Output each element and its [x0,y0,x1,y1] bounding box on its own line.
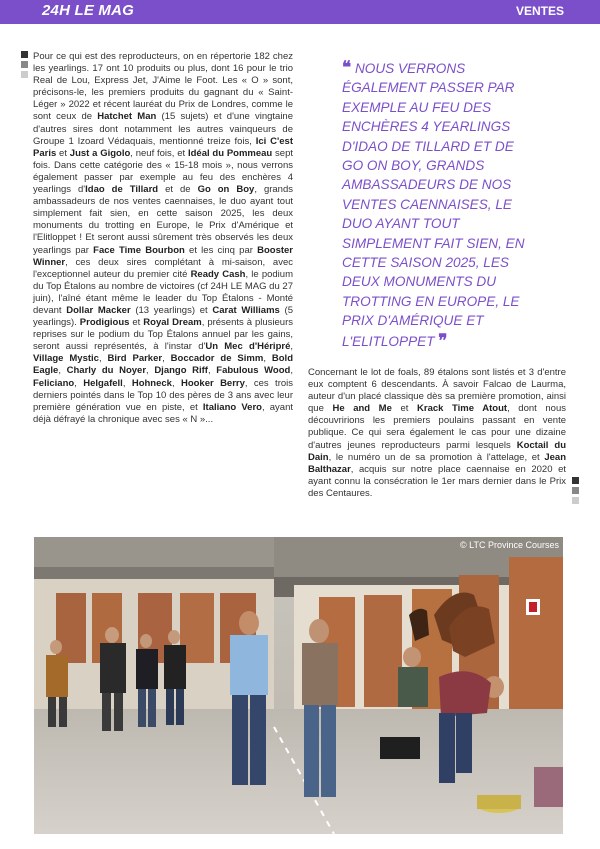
marker-square-light [572,497,579,504]
article-bold-name: Fabulous Wood [216,365,291,377]
article-bold-name: Bird Parker [107,353,163,365]
article-text-run: , ces trois derniers pointés dans le Top 10 des pères de 3 ans avec leur première génération vue en piste, et [33,377,293,413]
article-text-run: , neuf fois, et [130,147,188,159]
article-text-run: , le numéro un de sa promotion à l'attelage, et [328,451,545,463]
article-text-run: , [98,353,108,365]
article-text-run: et [129,317,144,329]
marker-square-light [21,71,28,78]
article-bold-name: Dollar Macker [66,304,131,316]
article-bold-name: Just a Gigolo [69,147,131,159]
article-text-run: , présents à plusieurs reprises sur le podium du Top Étalons annuel par les gains, seront aussi représentés, à l'instar d' [33,317,294,353]
article-bold-name: Ready Cash [190,268,246,280]
marker-square-dark [21,51,28,58]
article-bold-name: Idéal du Pommeau [187,147,273,159]
article-bold-name: Idao de Tillard [85,184,159,196]
article-text-run: , [162,353,171,365]
article-text-run: et les cinq par [184,244,258,256]
close-quote-icon: ❞ [438,330,448,350]
article-text-run: Pour ce qui est des reproducteurs, on en répertorie 182 chez les yearlings. 17 ont 10 produits ou plus, dont 16 pour le trio Real de Lou, Express Jet, J'Aime le Foot. Les « O » sont, précisons-le, les premiers produits du gagnant du « Saint-Léger » 2022 et récent lauréat du Prix de Londres, comme le sont ceux de [33,51,293,123]
article-text-run: , grands ambassadeurs de nos ventes caennaises, le duo ayant tout simplement fait sien, en cette saison 2025, les deux monuments du trotting en Europe, le Prix d'Amérique et l'Elitloppet ! Et seront aussi sûrement très observés les deux yearlings par [33,184,293,256]
article-text-run: , acquis sur notre place caennaise en 2020 et ayant connu la consécration le 1er mars dernier dans le Prix des Centaures. [308,463,566,499]
magazine-title: 24H LE MAG [42,2,135,19]
article-bold-name: Go on Boy [197,184,255,196]
article-text-run: et de [158,184,198,196]
article-bold-name: Hatchet Man [97,111,157,123]
section-label: VENTES [515,4,564,18]
article-bold-name: Royal Dream [143,317,202,329]
article-text-run: , [74,377,84,389]
article-bold-name: Prodigious [79,317,130,329]
article-text-run: , ces deux sires complétant à mi-saison, avec l'exceptionnel auteur du premier cité [33,256,293,280]
article-text-run: Concernant le lot de foals, 89 étalons sont listés et 3 d'entre eux comptent 6 descendants. À savoir Falcao de Laurma, auteur d'un placé classique dès sa première promotion, ainsi que [308,367,566,415]
article-text-run: , [146,365,155,377]
marker-square-mid [21,61,28,68]
article-right-column [308,367,566,500]
article-bold-name: Hooker Berry [180,377,245,389]
article-text-run: , [290,365,293,377]
article-bold-name: Koctail du Dain [308,439,566,463]
photo-credit: © LTC Province Courses [460,540,559,550]
article-bold-name: Booster Winner [33,244,294,268]
pull-quote-text: NOUS VERRONS ÉGALEMENT PASSER PAR EXEMPLE AU FEU DES ENCHÈRES 4 YEARLINGS D'IDAO DE TILLARD ET DE GO ON BOY, GRANDS AMBASSADEURS DE NOS VENTES CAENNAISES, LE DUO AYANT TOUT SIMPLEMENT FAIT SIEN, EN CETTE SAISON 2025, LES DEUX MONUMENTS DU TROTTING EN EUROPE, LE PRIX D'AMÉRIQUE ET L'ELITLOPPET [342,61,525,349]
article-bold-name: Krack Time Atout [417,403,508,415]
article-bold-name: Charly du Noyer [66,365,147,377]
article-bold-name: Helgafell [83,377,123,389]
article-bold-name: Un Mec d'Héripré [205,341,291,353]
sales-stable-photo [34,537,563,834]
article-bold-name: Hohneck [131,377,172,389]
stable-scene-image [34,537,563,834]
article-bold-name: Jean Balthazar [308,451,566,475]
article-left-column [33,51,293,426]
article-text-run: , le podium du Top Étalons au nombre de victoires (cf 24H LE MAG du 27 juin), l'aîné étant même le leader du Top Étalons - Monté devant [33,268,293,316]
article-text-run: , ayant déjà défrayé la chronique avec ses « N »... [33,401,294,425]
article-text-run: et [56,147,70,159]
marker-square-mid [572,487,579,494]
article-text-run: (5 yearlings). [33,304,293,329]
article-bold-name: Face Time Bourbon [93,244,185,256]
article-text-run: , dont nous découvririons les premiers poulains passant en vente publique. Ce qui sera également le cas pour une dizaine d'autres jeunes reproducteurs parmi lesquels [308,403,566,451]
article-bold-name: Ici C'est Paris [33,135,293,159]
article-text-run: et [391,403,418,415]
page-header [0,0,600,24]
article-bold-name: Feliciano [33,377,75,389]
article-bold-name: Carat Williams [212,304,280,316]
article-text-run: (13 yearlings) et [130,304,213,316]
article-bold-name: Boccador de Simm [170,353,264,365]
article-bold-name: He and Me [332,403,392,415]
article-bold-name: Village Mystic [33,353,99,365]
article-text-run: sept fois. Dans cette catégorie des « 15-18 mois », nous verrons également passer par exemple au feu des enchères 4 yearlings d' [33,147,293,196]
article-text-run: , [263,353,272,365]
article-text-run: , [171,377,181,389]
article-text-run: , [122,377,132,389]
article-text-run: , [58,365,67,377]
article-bold-name: Italiano Vero [202,401,262,413]
article-bold-name: Django Riff [154,365,208,377]
open-quote-icon: ❝ [342,58,352,77]
pull-quote [342,58,538,351]
article-text-run: , [207,365,217,377]
marker-square-dark [572,477,579,484]
article-bold-name: Bold Eagle [33,353,293,377]
article-text-run: (15 sujets) et d'une vingtaine d'autres sires dont notamment les autres vainqueurs de Groupe 1 Izoard Védaquais, mentionné treize fois, [33,111,294,147]
article-text-run: , [290,341,293,353]
